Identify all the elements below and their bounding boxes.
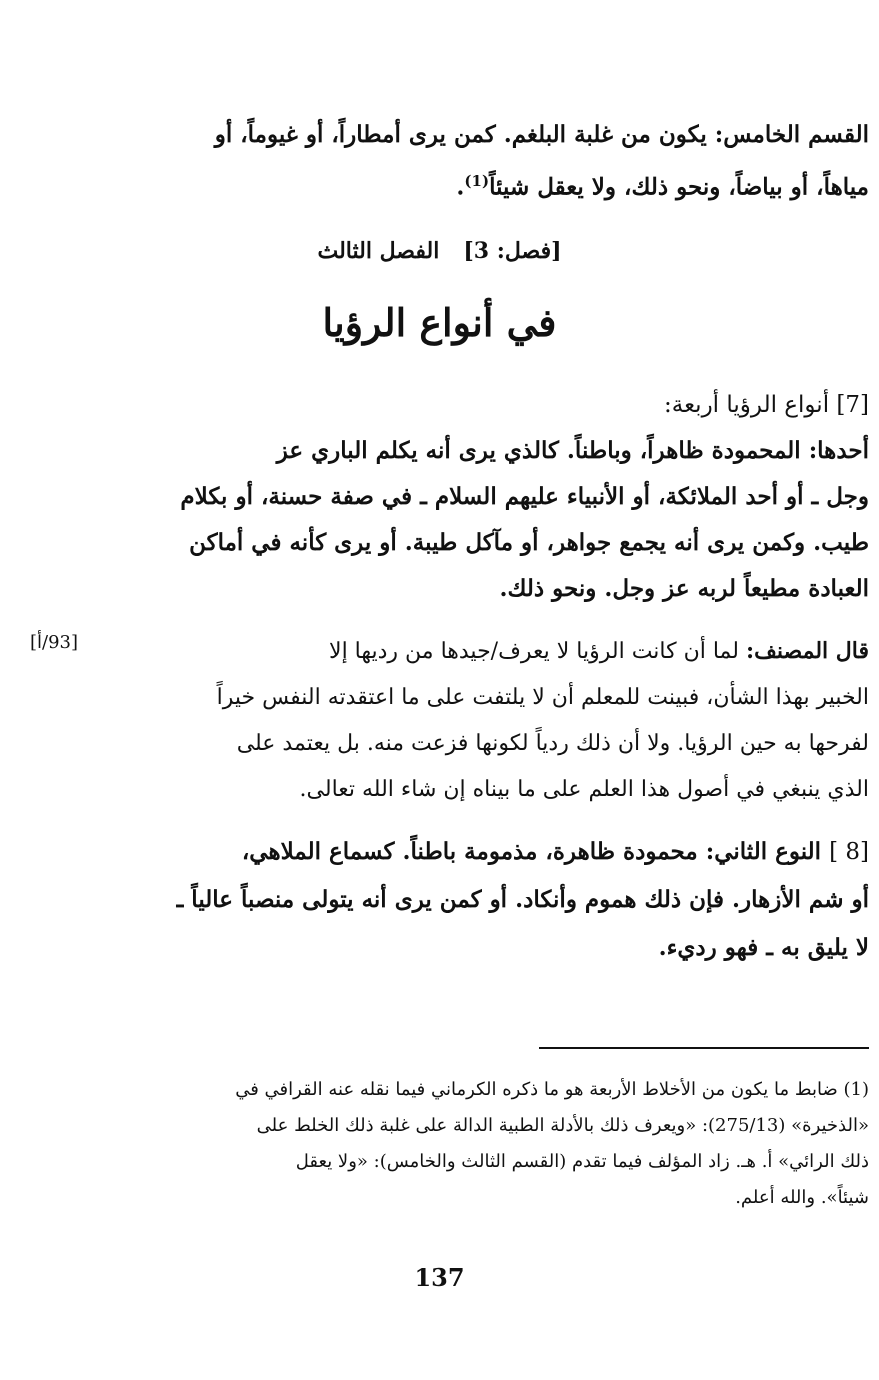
paragraph-line: لا يليق به ـ فهو رديء.: [658, 934, 869, 961]
paragraph-line: الذي ينبغي في أصول هذا العلم على ما بيناه إن شاء الله تعالى.: [299, 777, 869, 802]
paragraph-line: [8 ] النوع الثاني: محمودة ظاهرة، مذمومة باطناً. كسماع الملاهي،: [241, 838, 869, 865]
footnote-separator: [539, 1047, 869, 1049]
footnote-marker[interactable]: (1): [464, 172, 490, 190]
section-label: القسم الخامس:: [714, 121, 869, 148]
paragraph-line: وجل ـ أو أحد الملائكة، أو الأنبياء عليهم السلام ـ في صفة حسنة، أو بكلام: [180, 483, 869, 510]
paragraph-line: العبادة مطيعاً لربه عز وجل. ونحو ذلك.: [499, 575, 869, 602]
footnote-number: (1): [843, 1079, 869, 1100]
chapter-name: الفصل الثالث: [317, 238, 440, 264]
chapter-title: في أنواع الرؤيا: [322, 300, 557, 345]
footnote-line: «الذخيرة» (275/13): «ويعرف ذلك بالأدلة الطبية الدالة على غلبة ذلك الخلط على: [256, 1115, 869, 1136]
chapter-heading-line: [0, 238, 879, 264]
paragraph-line: أو شم الأزهار. فإن ذلك هموم وأنكاد. أو كمن يرى أنه يتولى منصباً عالياً ـ: [176, 886, 869, 913]
footnote-line: ذلك الرائي» أ. هـ. زاد المؤلف فيما تقدم (القسم الثالث والخامس): «ولا يعقل: [295, 1151, 869, 1172]
paragraph-types-intro: [109, 382, 869, 612]
paragraph-second-type: [109, 828, 869, 972]
paragraph-line: القسم الخامس: يكون من غلبة البلغم. كمن يرى أمطاراً، أو غيوماً، أو: [214, 121, 869, 148]
paragraph-line: لفرحها به حين الرؤيا. ولا أن ذلك ردياً لكونها فزعت منه. بل يعتمد على: [236, 731, 869, 756]
footnote: [109, 1072, 869, 1216]
paragraph-line: قال المصنف: لما أن كانت الرؤيا لا يعرف/جيدها من رديها إلا: [329, 638, 869, 664]
page-number: 137: [414, 1263, 465, 1292]
paragraph-line: طيب. وكمن يرى أنه يجمع جواهر، أو مآكل طيبة. أو يرى كأنه في أماكن: [189, 529, 869, 556]
manuscript-margin-reference: [93/أ]: [30, 632, 79, 653]
paragraph-line: أحدها: المحمودة ظاهراً، وباطناً. كالذي يرى أنه يكلم الباري عز: [276, 437, 869, 464]
footnote-line: (1) ضابط ما يكون من الأخلاط الأربعة هو ما ذكره الكرماني فيما نقله عنه القرافي في: [235, 1079, 869, 1100]
type-label: النوع الثاني:: [705, 838, 822, 865]
author-label: قال المصنف:: [745, 638, 869, 664]
paragraph-line: الخبير بهذا الشأن، فبينت للمعلم أن لا يلتفت على ما اعتقدته النفس خيراً: [216, 685, 869, 710]
paragraph-fifth-section: [109, 112, 869, 211]
paragraph-author-comment: [109, 628, 869, 813]
paragraph-line: مياهاً، أو بياضاً، ونحو ذلك، ولا يعقل شيئاً$^{(1)}$.: [456, 172, 869, 201]
paragraph-line: [7] أنواع الرؤيا أربعة:: [664, 392, 869, 418]
chapter-label: [فصل: 3]: [463, 238, 562, 264]
footnote-line: شيئاً». والله أعلم.: [735, 1187, 869, 1208]
